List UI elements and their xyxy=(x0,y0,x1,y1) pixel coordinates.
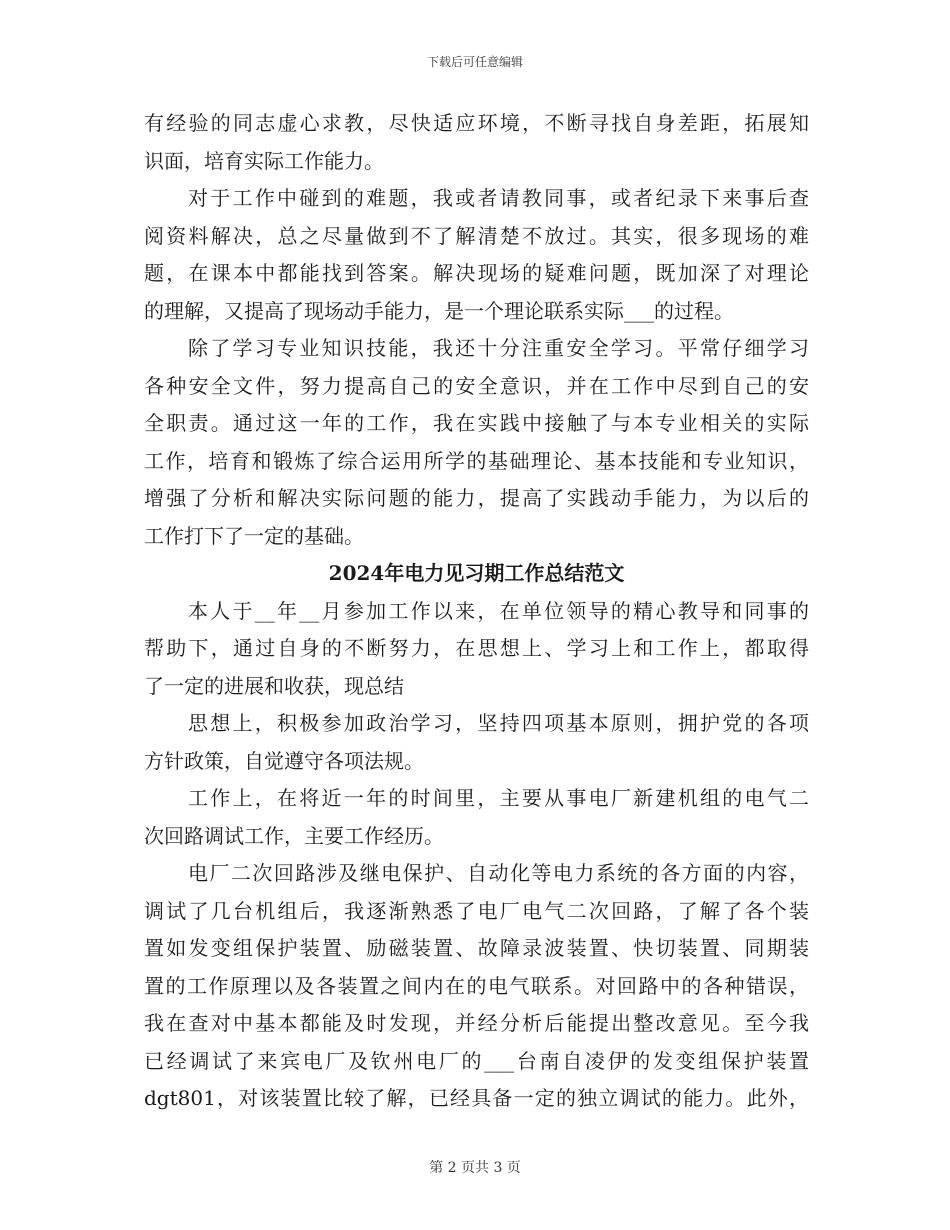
body-text-line: 次回路调试工作，主要工作经历。 xyxy=(144,823,444,848)
body-text-line: 工作上，在将近一年的时间里，主要从事电厂新建机组的电气二 xyxy=(188,786,809,810)
body-text-line: 除了学习专业知识技能，我还十分注重安全学习。平常仔细学习 xyxy=(188,336,809,360)
body-text-line: 题，在课本中都能找到答案。解决现场的疑难问题，既加深了对理论 xyxy=(144,261,809,285)
body-text-line: 帮助下，通过自身的不断努力，在思想上、学习上和工作上，都取得 xyxy=(144,636,809,660)
body-text-line: 调试了几台机组后，我逐渐熟悉了电厂电气二次回路，了解了各个装 xyxy=(144,898,809,923)
body-text-line: 对于工作中碰到的难题，我或者请教同事，或者纪录下来事后查 xyxy=(188,186,809,210)
page-header: 下载后可任意编辑 xyxy=(426,55,523,69)
body-text-line: 识面，培育实际工作能力。 xyxy=(144,148,384,173)
body-text-line: 全职责。通过这一年的工作，我在实践中接触了与本专业相关的实际 xyxy=(144,411,809,435)
body-text-line: 已经调试了来宾电厂及钦州电厂的___台南自凌伊的发变组保护装置 xyxy=(144,1048,809,1073)
body-text-line: 各种安全文件，努力提高自己的安全意识，并在工作中尽到自己的安 xyxy=(144,373,809,398)
body-text-line: 阅资料解决，总之尽量做到不了解清楚不放过。其实，很多现场的难 xyxy=(144,223,809,248)
body-text-line: 有经验的同志虚心求教，尽快适应环境，不断寻找自身差距，拓展知 xyxy=(144,111,809,135)
page-footer: 第 2 页共 3 页 xyxy=(429,1160,521,1176)
body-text-line: 的理解，又提高了现场动手能力，是一个理论联系实际___的过程。 xyxy=(144,298,734,323)
body-text-line: 电厂二次回路涉及继电保护、自动化等电力系统的各方面的内容， xyxy=(188,861,809,885)
section-title: 2024年电力见习期工作总结范文 xyxy=(328,561,625,585)
body-text-line: 我在查对中基本都能及时发现，并经分析后能提出整改意见。至今我 xyxy=(144,1011,809,1035)
body-text-line: 置如发变组保护装置、励磁装置、故障录波装置、快切装置、同期装 xyxy=(144,936,809,960)
body-text-line: 了一定的进展和收获，现总结 xyxy=(144,673,404,698)
body-text-line: 置的工作原理以及各装置之间内在的电气联系。对回路中的各种错误， xyxy=(144,973,809,998)
body-text-line: 方针政策，自觉遵守各项法规。 xyxy=(144,748,424,773)
body-text-line: 本人于__年__月参加工作以来，在单位领导的精心教导和同事的 xyxy=(188,598,809,623)
body-text-line: 工作打下了一定的基础。 xyxy=(144,523,364,548)
body-text-line: dgt801，对该装置比较了解，已经具备一定的独立调试的能力。此外， xyxy=(144,1086,809,1110)
body-text-line: 思想上，积极参加政治学习，坚持四项基本原则，拥护党的各项 xyxy=(188,711,809,735)
document-body xyxy=(144,105,809,1118)
body-text-line: 增强了分析和解决实际问题的能力，提高了实践动手能力，为以后的 xyxy=(144,486,809,510)
body-text-line: 工作，培育和锻炼了综合运用所学的基础理论、基本技能和专业知识， xyxy=(144,448,809,473)
